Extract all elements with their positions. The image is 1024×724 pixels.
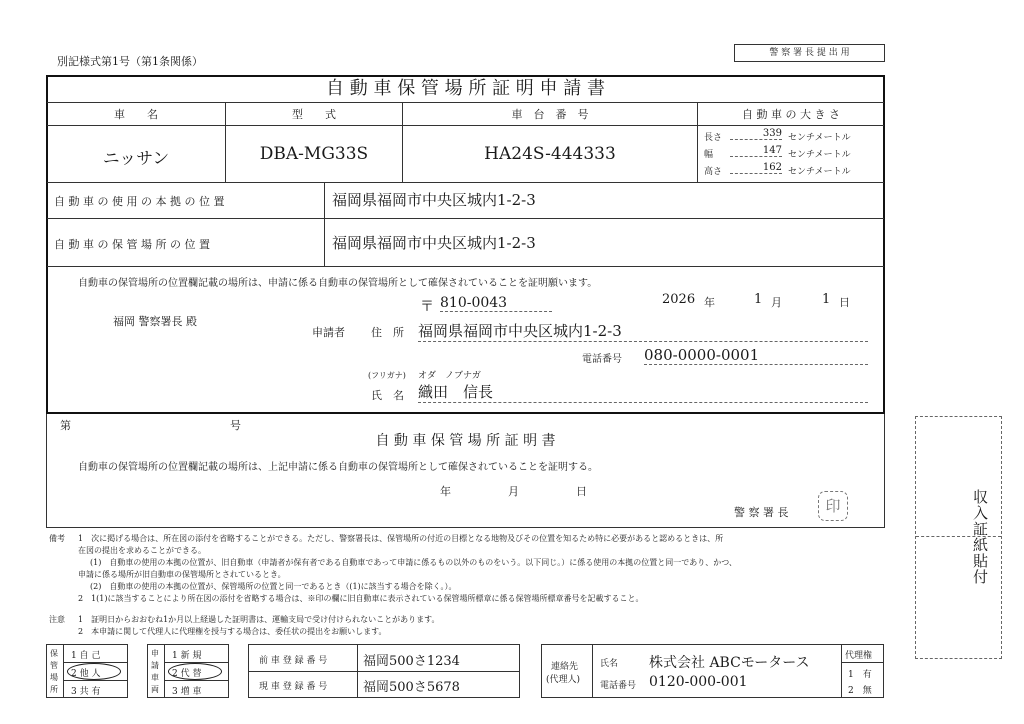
shinsei-option-1[interactable]: 1 新 規	[172, 651, 202, 661]
contact-name-value[interactable]: 株式会社 ABCモータース	[649, 655, 810, 671]
bikou-label: 備考	[49, 534, 65, 543]
length-unit: センチメートル	[788, 133, 851, 143]
cert-number-prefix: 第	[60, 419, 71, 432]
form-number: 別記様式第1号（第1条関係）	[57, 55, 203, 68]
height-value[interactable]: 162	[730, 162, 782, 174]
length-label: 長さ	[704, 133, 723, 143]
width-unit: センチメートル	[788, 150, 851, 160]
date-day-value[interactable]: 1	[822, 292, 831, 307]
bikou-1b: 在図の提出を求めることができる。	[78, 546, 206, 555]
furigana-value[interactable]: オダ ノブナガ	[418, 371, 481, 381]
hokan-selected-circle	[67, 663, 121, 680]
contact-name-label: 氏名	[600, 659, 619, 669]
chassis-number-value[interactable]: HA24S-444333	[484, 144, 616, 164]
submit-to-badge: 警 察 署 長 提 出 用	[734, 44, 885, 62]
revenue-stamp-label: 収入証紙貼付	[971, 489, 989, 585]
applicant-address-value[interactable]: 福岡県福岡市中央区城内1-2-3	[418, 320, 868, 342]
hokan-option-2[interactable]: 2 他 人	[71, 669, 101, 679]
postal-mark: 〒	[420, 299, 434, 315]
cert-month-label: 月	[508, 485, 519, 498]
proxy-yes[interactable]: 1 有	[848, 670, 872, 680]
height-unit: センチメートル	[788, 167, 851, 177]
bikou-1a: 1 次に掲げる場合は、所在図の添付を省略することができる。ただし、警察署長は、保管場所の付近の目標となる地物及びその位置を知るため特に必要があると認めるときは、所	[78, 534, 724, 543]
contact-sublabel: (代理人)	[546, 675, 581, 685]
application-title: 自 動 車 保 管 場 所 証 明 申 請 書	[326, 78, 605, 99]
shinsei-selected-circle	[168, 663, 222, 680]
addressee[interactable]: 福岡 警察署長 殿	[113, 315, 197, 328]
prev-reg-label: 前 車 登 録 番 号	[259, 656, 328, 666]
cert-day-label: 日	[576, 485, 587, 498]
year-label: 年	[704, 296, 715, 309]
storage-ownership-box	[46, 644, 128, 698]
phone-value[interactable]: 080-0000-0001	[644, 346, 868, 365]
header-car-name: 車 名	[114, 108, 158, 121]
day-label: 日	[839, 296, 850, 309]
proxy-no[interactable]: 2 無	[848, 686, 872, 696]
contact-phone-label: 電話番号	[600, 681, 637, 691]
shinsei-option-2[interactable]: 2 代 替	[172, 669, 202, 679]
length-value[interactable]: 339	[730, 128, 782, 140]
model-value[interactable]: DBA-MG33S	[259, 144, 369, 164]
phone-label: 電話番号	[582, 354, 622, 365]
hokan-option-1[interactable]: 1 自 己	[71, 651, 101, 661]
usage-location-label: 自 動 車 の 使 用 の 本 拠 の 位 置	[54, 195, 225, 208]
contact-box	[541, 644, 884, 698]
police-chief-label: 警 察 署 長	[734, 506, 789, 519]
postal-code-value[interactable]: 810-0043	[440, 295, 552, 312]
storage-location-value[interactable]: 福岡県福岡市中央区城内1-2-3	[332, 234, 536, 252]
contact-label: 連絡先	[551, 662, 579, 672]
chui-label: 注意	[49, 615, 65, 624]
seal-placeholder: 印	[818, 491, 848, 521]
revenue-stamp-area[interactable]	[915, 416, 1002, 659]
furigana-label: (フリガナ)	[368, 371, 406, 380]
date-month-value[interactable]: 1	[754, 292, 763, 307]
request-text: 自動車の保管場所の位置欄記載の場所は、申請に係る自動車の保管場所として確保されていることを証明願います。	[78, 278, 598, 289]
header-model: 型 式	[292, 108, 336, 121]
bikou-1d: 申請に係る場所が旧自動車の保管場所とされているとき。	[78, 570, 286, 579]
month-label: 月	[771, 296, 782, 309]
contact-phone-value[interactable]: 0120-000-001	[649, 674, 748, 690]
bikou-1c: (1) 自動車の使用の本拠の位置が、旧自動車（申請者が保有者である自動車であって申請に係るもの以外のものをいう。以下同じ。）に係る使用の本拠の位置と同一であり、かつ、	[90, 558, 737, 567]
proxy-label: 代理権	[845, 651, 873, 661]
cert-year-label: 年	[440, 485, 451, 498]
name-label: 氏 名	[371, 389, 404, 402]
address-label: 住 所	[371, 326, 404, 339]
prev-reg-value[interactable]: 福岡500さ1234	[363, 654, 460, 669]
bikou-1e: (2) 自動車の使用の本拠の位置が、保管場所の位置と同一であるとき（(1)に該当する場合を除く。）。	[90, 582, 457, 591]
applicant-name-value[interactable]: 織田 信長	[418, 381, 868, 403]
usage-location-value[interactable]: 福岡県福岡市中央区城内1-2-3	[332, 191, 536, 209]
storage-ownership-label: 保 管 場 所	[50, 649, 58, 694]
date-year-value[interactable]: 2026	[662, 292, 696, 307]
width-value[interactable]: 147	[730, 145, 782, 157]
header-size: 自 動 車 の 大 き さ	[742, 108, 840, 121]
certificate-title: 自 動 車 保 管 場 所 証 明 書	[375, 433, 556, 449]
width-label: 幅	[704, 150, 714, 160]
car-name-value[interactable]: ニッサン	[102, 149, 170, 169]
vehicle-type-label: 申 請 車 両	[151, 649, 159, 694]
hokan-option-3[interactable]: 3 共 有	[71, 687, 101, 697]
height-label: 高さ	[704, 167, 723, 177]
chui-1: 1 証明日からおおむね1か月以上経過した証明書は、運輸支局で受け付けられないことがあります。	[78, 615, 440, 624]
bikou-2: 2 1(1)に該当することにより所在図の添付を省略する場合は、※印の欄に旧自動車に表示されている保管場所標章に係る保管場所標章番号を記載すること。	[78, 594, 644, 603]
shinsei-option-3[interactable]: 3 増 車	[172, 687, 202, 697]
chui-2: 2 本申請に関して代理人に代理権を授与する場合は、委任状の提出をお願いします。	[78, 627, 387, 636]
curr-reg-value[interactable]: 福岡500さ5678	[363, 680, 460, 695]
curr-reg-label: 現 車 登 録 番 号	[259, 682, 328, 692]
storage-location-label: 自 動 車 の 保 管 場 所 の 位 置	[54, 238, 210, 251]
header-chassis: 車 台 番 号	[511, 108, 589, 121]
applicant-label: 申請者	[312, 326, 345, 339]
cert-number-suffix: 号	[230, 419, 241, 432]
certificate-text: 自動車の保管場所の位置欄記載の場所は、上記申請に係る自動車の保管場所として確保されていることを証明する。	[78, 462, 598, 473]
registration-box	[248, 644, 520, 698]
vehicle-type-box	[147, 644, 229, 698]
